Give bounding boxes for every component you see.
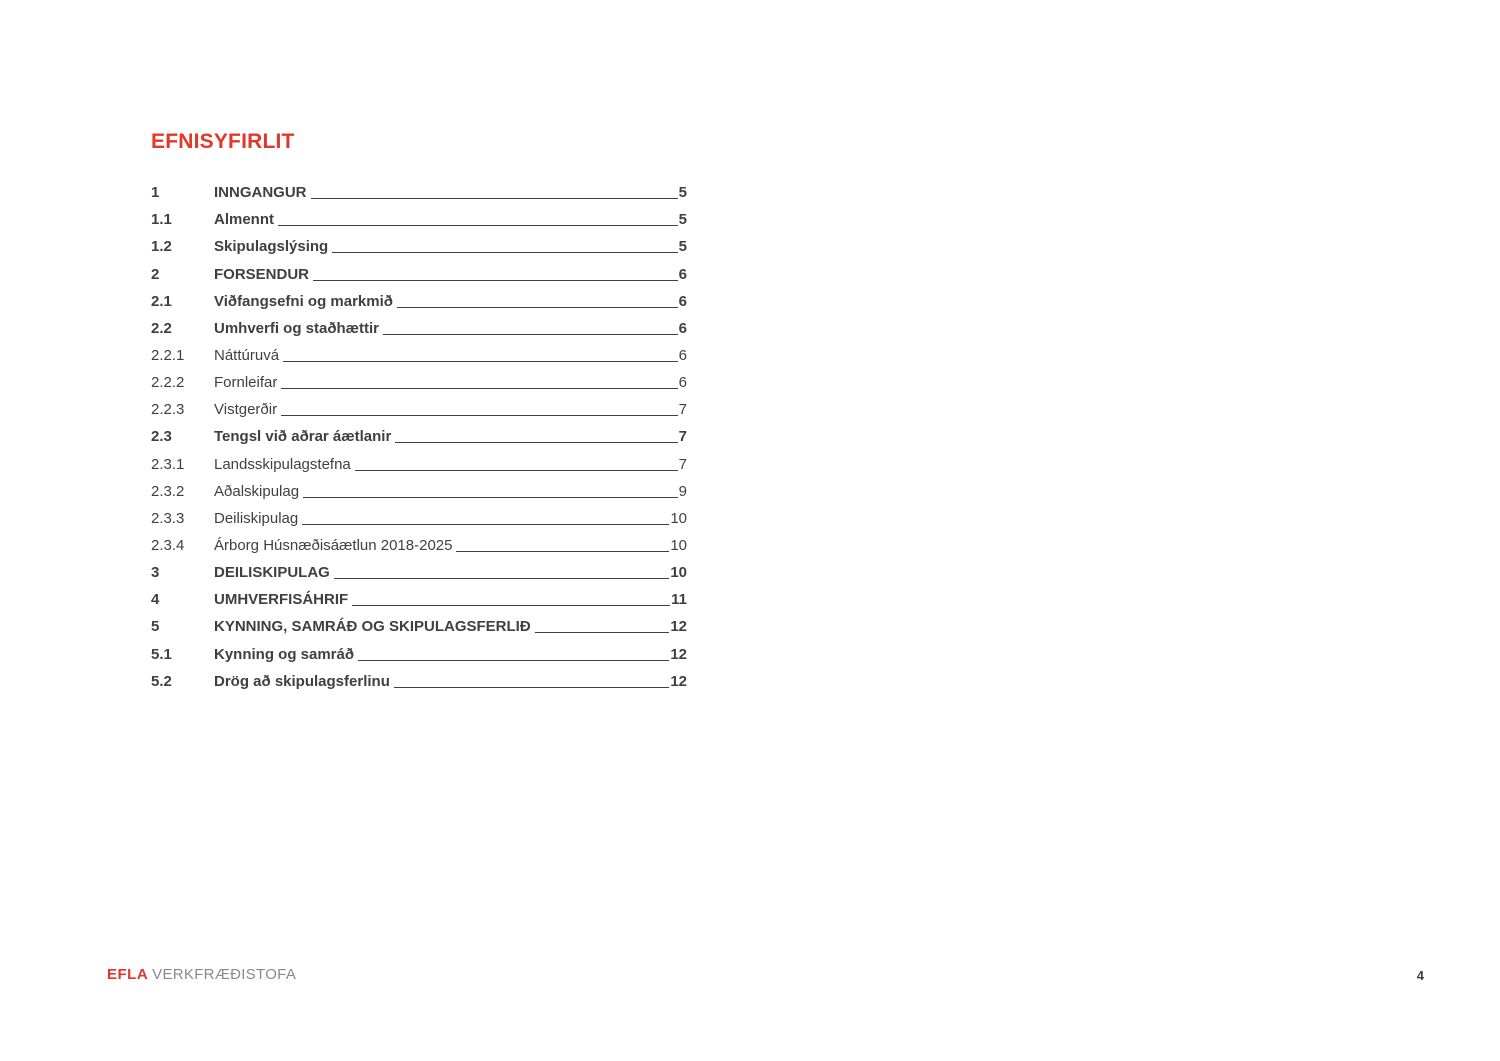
toc-entry[interactable] [151,393,687,420]
toc-entry[interactable] [151,637,687,664]
toc-entry[interactable] [151,447,687,474]
toc-entry-title: Almennt [214,211,274,229]
toc-leader-line [535,632,670,633]
toc-entry-number: 3 [151,564,160,582]
toc-leader-line [278,225,678,226]
toc-entry[interactable] [151,339,687,366]
toc-entry-page: 5 [678,238,687,256]
toc-entry-title: Náttúruvá [214,346,280,364]
toc-entry[interactable] [151,583,687,610]
toc-entry-number: 2 [151,265,160,283]
toc-entry-number: 1.1 [151,211,172,229]
toc-leader-line [332,252,677,253]
toc-entry-title: Umhverfi og staðhættir [214,319,380,337]
toc-title: EFNISYFIRLIT [151,130,295,153]
table-of-contents [151,176,687,692]
toc-leader-line [394,687,669,688]
toc-entry-number: 2.2.2 [151,374,185,392]
toc-entry-number: 1.2 [151,238,172,256]
toc-entry-title: KYNNING, SAMRÁÐ OG SKIPULAGSFERLIÐ [214,618,531,636]
brand-name-strong: EFLA [107,966,149,983]
toc-entry-number: 1 [151,184,160,202]
toc-leader-line [303,497,678,498]
toc-entry-page: 6 [678,346,687,364]
toc-entry-page: 12 [670,618,687,636]
toc-entry-page: 7 [678,428,687,446]
brand-name-light: VERKFRÆÐISTOFA [152,966,297,983]
toc-entry-title: DEILISKIPULAG [214,564,330,582]
toc-entry-page: 10 [670,536,687,554]
toc-entry-page: 6 [678,265,687,283]
toc-entry-title: Kynning og samráð [214,645,355,663]
toc-entry-number: 2.3.4 [151,536,185,554]
footer-logo [107,965,296,985]
toc-entry-number: 4 [151,591,160,609]
toc-entry[interactable] [151,665,687,692]
toc-entry-number: 5.1 [151,645,172,663]
toc-entry[interactable] [151,230,687,257]
toc-entry[interactable] [151,502,687,529]
toc-entry[interactable] [151,420,687,447]
toc-leader-line [334,578,669,579]
toc-entry-page: 7 [678,401,687,419]
toc-entry[interactable] [151,475,687,502]
toc-entry-title: Aðalskipulag [214,482,300,500]
toc-entry-title: Skipulagslýsing [214,238,329,256]
toc-entry-title: Tengsl við aðrar áætlanir [214,428,392,446]
toc-leader-line [313,280,678,281]
toc-leader-line [302,524,669,525]
toc-entry[interactable] [151,257,687,284]
toc-leader-line [281,415,678,416]
toc-entry-page: 6 [678,374,687,392]
toc-entry-page: 12 [670,645,687,663]
toc-entry-page: 7 [678,455,687,473]
toc-leader-line [456,551,669,552]
toc-leader-line [397,307,678,308]
toc-entry-number: 2.3 [151,428,172,446]
toc-entry[interactable] [151,610,687,637]
page-number: 4 [1416,968,1424,983]
toc-entry-page: 5 [678,211,687,229]
toc-entry-title: Viðfangsefni og markmið [214,292,393,310]
toc-entry-number: 5.2 [151,672,172,690]
toc-entry[interactable] [151,203,687,230]
toc-leader-line [311,198,678,199]
toc-entry[interactable] [151,312,687,339]
toc-entry-page: 5 [678,184,687,202]
toc-entry-number: 2.3.2 [151,482,185,500]
toc-leader-line [395,442,677,443]
toc-entry-page: 10 [670,564,687,582]
toc-entry-page: 6 [678,319,687,337]
toc-entry-number: 2.3.1 [151,455,185,473]
toc-entry-number: 2.2.1 [151,346,185,364]
toc-entry[interactable] [151,556,687,583]
toc-entry[interactable] [151,285,687,312]
toc-entry-number: 2.2.3 [151,401,185,419]
toc-entry-title: Landsskipulagstefna [214,455,351,473]
toc-leader-line [283,361,678,362]
toc-entry-title: Vistgerðir [214,401,278,419]
toc-entry-page: 12 [670,672,687,690]
toc-entry[interactable] [151,366,687,393]
toc-entry-number: 2.2 [151,319,172,337]
toc-leader-line [281,388,677,389]
toc-entry[interactable] [151,529,687,556]
toc-entry-number: 2.3.3 [151,509,185,527]
toc-entry-title: Fornleifar [214,374,278,392]
toc-entry-page: 11 [671,591,687,609]
toc-leader-line [383,334,678,335]
toc-entry[interactable] [151,176,687,203]
toc-leader-line [352,605,670,606]
toc-entry-title: FORSENDUR [214,265,310,283]
toc-entry-number: 2.1 [151,292,172,310]
toc-entry-number: 5 [151,618,160,636]
toc-leader-line [358,660,669,661]
toc-leader-line [355,470,678,471]
toc-entry-title: Drög að skipulagsferlinu [214,672,390,690]
toc-entry-title: Árborg Húsnæðisáætlun 2018-2025 [214,536,453,554]
toc-entry-page: 9 [678,482,687,500]
toc-entry-page: 10 [670,509,687,527]
toc-entry-title: UMHVERFISÁHRIF [214,591,349,609]
toc-entry-title: INNGANGUR [214,184,307,202]
toc-entry-page: 6 [678,292,687,310]
toc-entry-title: Deiliskipulag [214,509,299,527]
